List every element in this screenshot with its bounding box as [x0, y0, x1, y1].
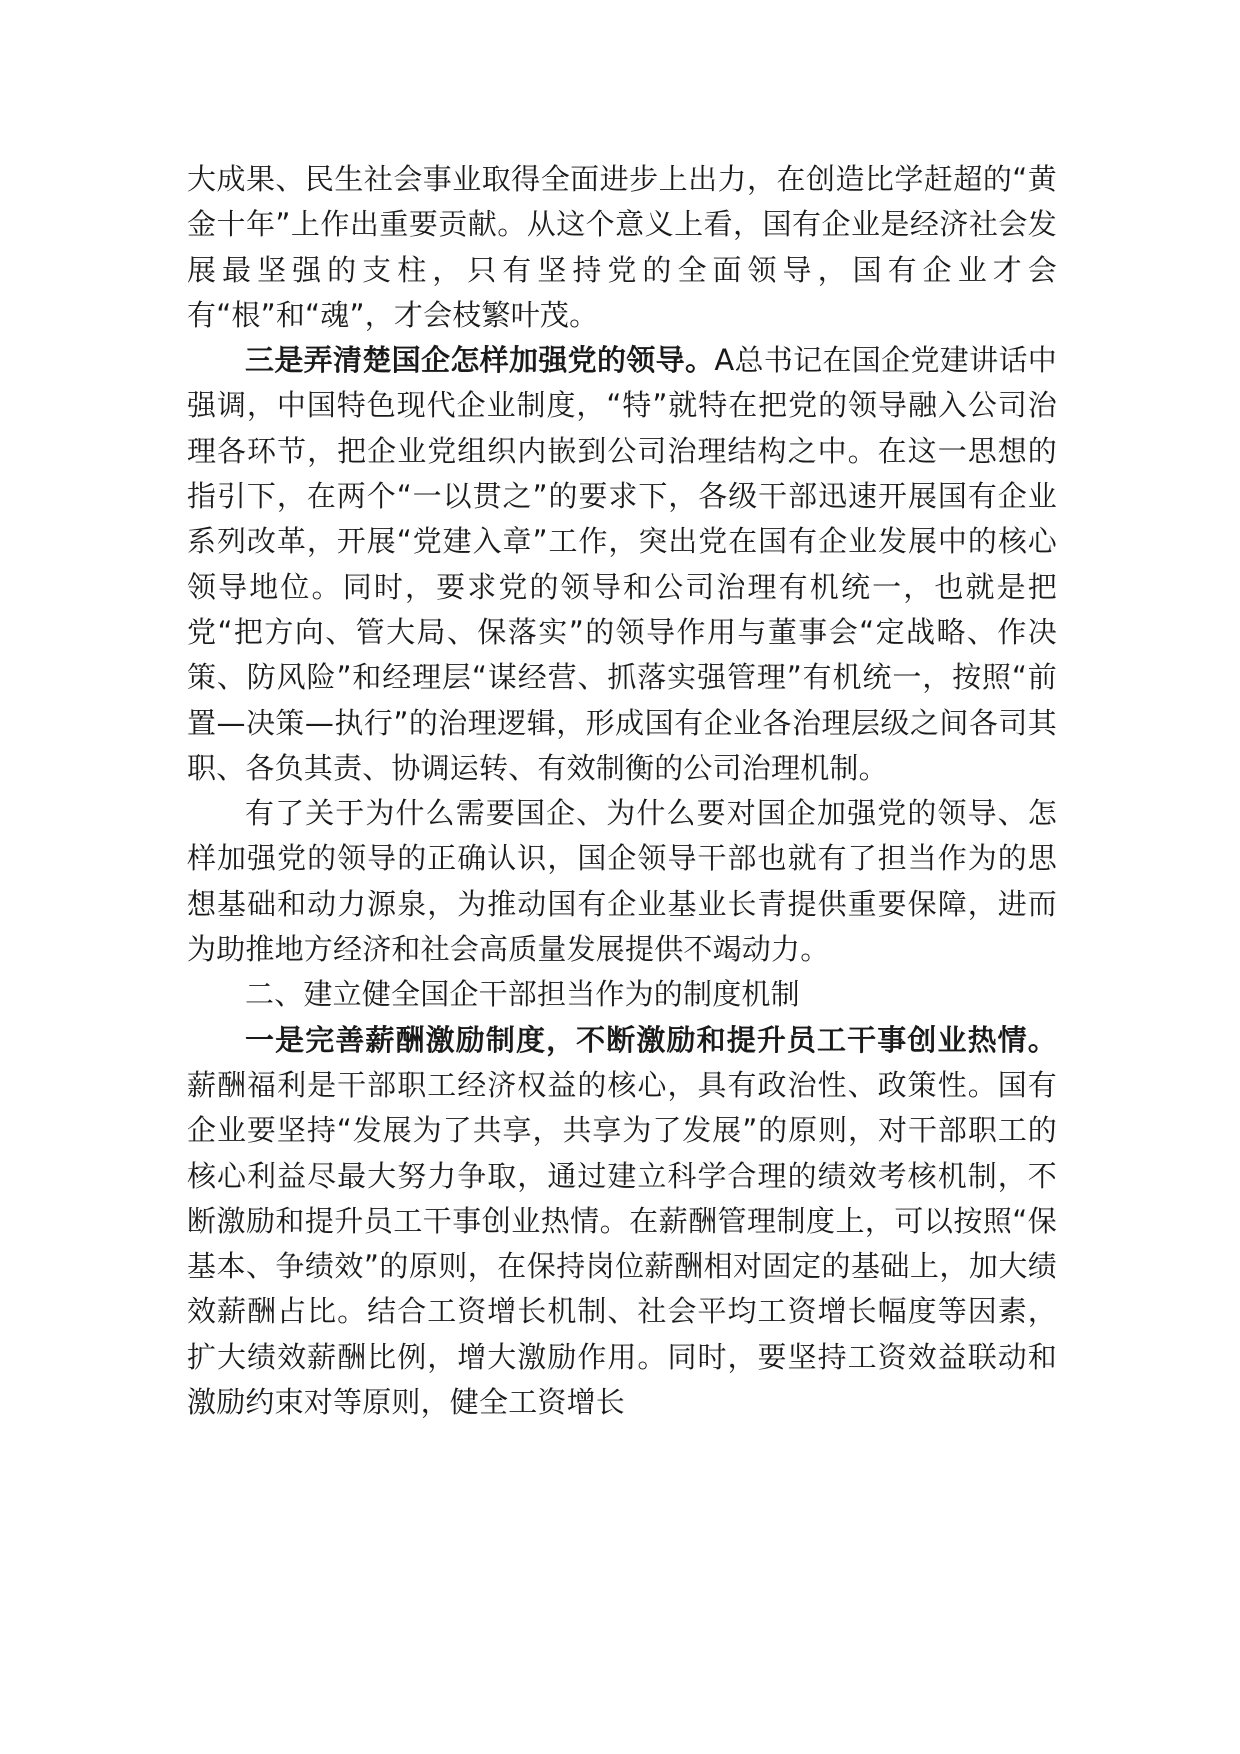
- paragraph-2: [187, 338, 1057, 791]
- paragraph-5-text: 薪酬福利是干部职工经济权益的核心，具有政治性、政策性。国有企业要坚持“发展为了共享，共享为了发展”的原则，对干部职工的核心利益尽最大努力争取，通过建立科学合理的绩效考核机制，不断激励和提升员工干事创业热情。在薪酬管理制度上，可以按照“保基本、争绩效”的原则，在保持岗位薪酬相对固定的基础上，加大绩效薪酬占比。结合工资增长机制、社会平均工资增长幅度等因素，扩大绩效薪酬比例，增大激励作用。同时，要坚持工资效益联动和激励约束对等原则，健全工资增长: [187, 1067, 1057, 1420]
- paragraph-5-lead: 一是完善薪酬激励制度，不断激励和提升员工干事创业热情。: [245, 1022, 1057, 1057]
- paragraph-1-text: 大成果、民生社会事业取得全面进步上出力，在创造比学赶超的“黄金十年”上作出重要贡献。从这个意义上看，国有企业是经济社会发展最坚强的支柱，只有坚持党的全面领导，国有企业才会有“根”和“魂”，才会枝繁叶茂。: [187, 162, 1057, 332]
- paragraph-5: [187, 1018, 1057, 1426]
- paragraph-2-lead: 三是弄清楚国企怎样加强党的领导。: [245, 343, 715, 378]
- paragraph-3: [187, 791, 1057, 972]
- document-body: [187, 157, 1057, 1425]
- paragraph-3-text: 有了关于为什么需要国企、为什么要对国企加强党的领导、怎样加强党的领导的正确认识，国企领导干部也就有了担当作为的思想基础和动力源泉，为推动国有企业基业长青提供重要保障，进而为助推地方经济和社会高质量发展提供不竭动力。: [187, 796, 1057, 967]
- paragraph-1: [187, 157, 1057, 338]
- section-heading: [187, 972, 1057, 1017]
- section-heading-text: 二、建立健全国企干部担当作为的制度机制: [245, 977, 800, 1012]
- paragraph-2-text: A总书记在国企党建讲话中强调，中国特色现代企业制度，“特”就特在把党的领导融入公司治理各环节，把企业党组织内嵌到公司治理结构之中。在这一思想的指引下，在两个“一以贯之”的要求下，各级干部迅速开展国有企业系列改革，开展“党建入章”工作，突出党在国有企业发展中的核心领导地位。同时，要求党的领导和公司治理有机统一，也就是把党“把方向、管大局、保落实”的领导作用与董事会“定战略、作决策、防风险”和经理层“谋经营、抓落实强管理”有机统一，按照“前置—决策—执行”的治理逻辑，形成国有企业各治理层级之间各司其职、各负其责、协调运转、有效制衡的公司治理机制。: [187, 343, 1057, 785]
